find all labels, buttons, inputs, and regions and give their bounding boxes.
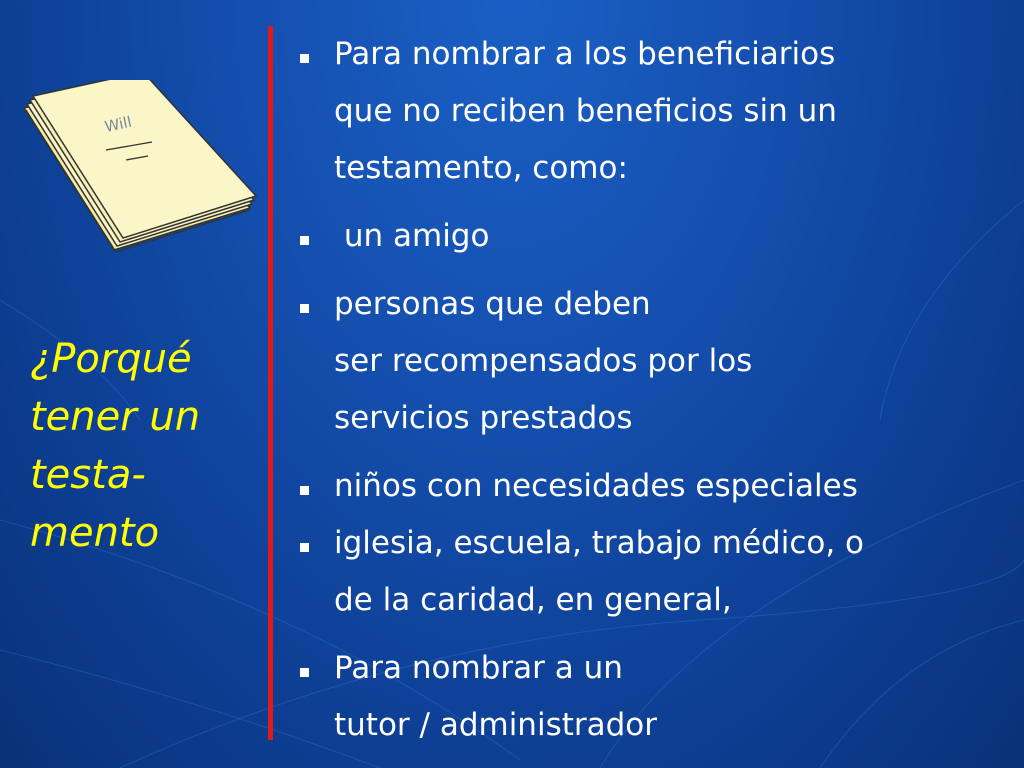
bullet-item: [296, 208, 1024, 265]
bullet-text: [334, 208, 1024, 265]
bullet-item: [296, 458, 1024, 515]
spacer: [296, 265, 1024, 276]
bullet-line: de la caridad, en general,: [334, 582, 732, 618]
document-icon: [22, 80, 258, 255]
bullet-text: [334, 276, 1024, 447]
title-line: testa-: [30, 452, 146, 498]
spacer: [296, 447, 1024, 458]
bullet-item: [296, 640, 1024, 754]
red-divider: [268, 26, 273, 740]
bullet-line: niños con necesidades especiales: [334, 468, 858, 504]
bullet-list: [296, 26, 1024, 754]
bullet-line: testamento, como:: [334, 150, 628, 186]
bullet-text: [334, 515, 1024, 629]
bullet-line: Para nombrar a los beneficiarios: [334, 36, 836, 72]
bullet-marker-icon: [300, 236, 309, 245]
bullet-text: [334, 26, 1024, 197]
title-line: mento: [30, 510, 160, 556]
slide-title: [30, 330, 260, 562]
bullet-marker-icon: [300, 54, 309, 63]
bullet-line: Para nombrar a un: [334, 650, 623, 686]
bullet-text: [334, 640, 1024, 754]
bullet-line: tutor / administrador: [334, 707, 658, 743]
document-label: Will: [103, 112, 134, 136]
bullet-line: personas que deben: [334, 286, 651, 322]
bullet-item: [296, 26, 1024, 197]
bullet-marker-icon: [300, 668, 309, 677]
bullet-line: iglesia, escuela, trabajo médico, o: [334, 525, 864, 561]
bullet-marker-icon: [300, 543, 309, 552]
bullet-line: que no reciben beneficios sin un: [334, 93, 837, 129]
bullet-line: un amigo: [334, 218, 490, 254]
bullet-text: [334, 458, 1024, 515]
spacer: [296, 629, 1024, 640]
title-line: ¿Porqué: [30, 336, 192, 382]
bullet-marker-icon: [300, 486, 309, 495]
bullet-item: [296, 276, 1024, 447]
bullet-line: servicios prestados: [334, 400, 633, 436]
bullet-item: [296, 515, 1024, 629]
spacer: [296, 197, 1024, 208]
bullet-line: ser recompensados por los: [334, 343, 753, 379]
title-line: tener un: [30, 394, 201, 440]
bullet-marker-icon: [300, 304, 309, 313]
